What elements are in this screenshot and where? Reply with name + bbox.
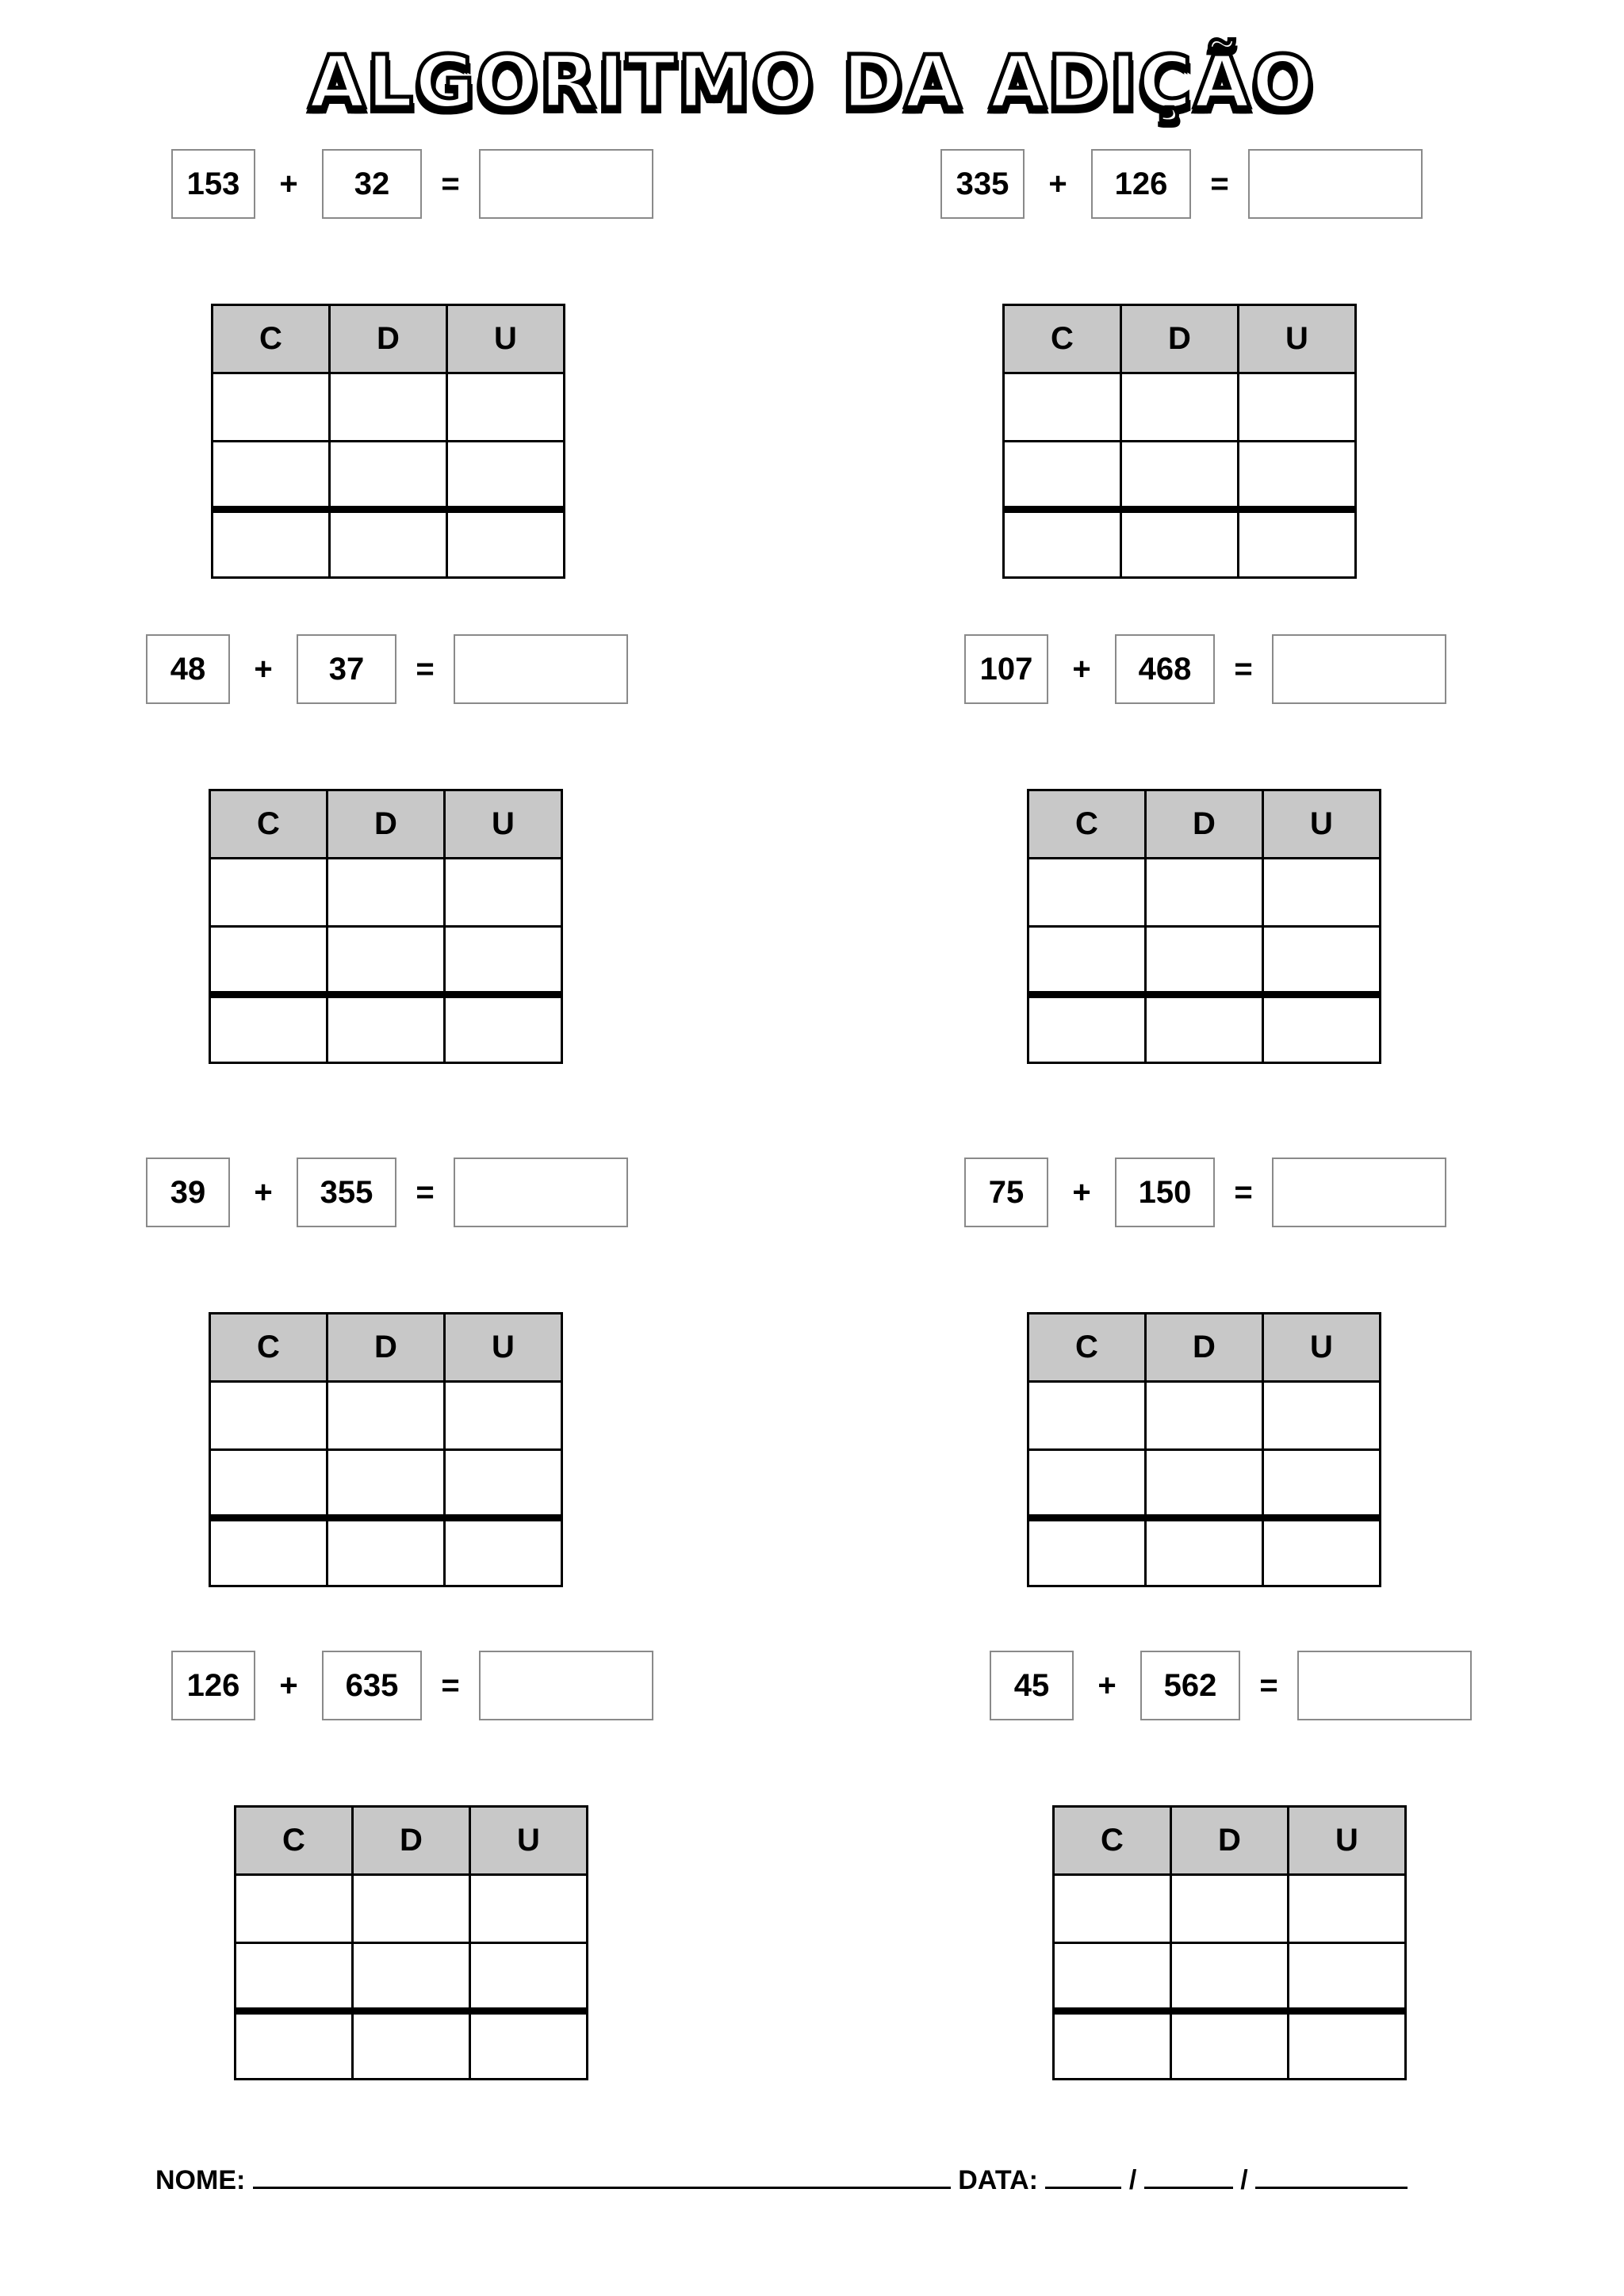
plus-sign: +: [279, 166, 298, 201]
addend-b: 562: [1163, 1667, 1217, 1703]
addend-b-box: [1091, 149, 1191, 219]
place-value-table: [1027, 789, 1381, 1064]
addend-a: 75: [988, 1174, 1025, 1210]
column-header-d: D: [330, 305, 447, 373]
column-header-c: C: [210, 1314, 327, 1382]
cell-u[interactable]: [470, 1875, 588, 1943]
cell-u[interactable]: [445, 995, 562, 1063]
column-header-u: U: [1289, 1807, 1406, 1875]
table-header-row: [1028, 1314, 1381, 1382]
place-value-table: [1002, 304, 1357, 579]
cell-c[interactable]: [1054, 2011, 1171, 2080]
column-header-c: C: [1028, 790, 1146, 859]
addend-a: 45: [1013, 1667, 1050, 1703]
cell-u[interactable]: [1289, 1875, 1406, 1943]
cell-d[interactable]: [353, 1875, 470, 1943]
addend-b-box: [297, 1158, 396, 1227]
cell-d[interactable]: [330, 442, 447, 510]
addend-b-box: [1140, 1651, 1240, 1720]
table-addend-a-row: [1004, 373, 1356, 442]
addend-b-box: [1115, 634, 1215, 704]
plus-sign: +: [1072, 652, 1091, 687]
cell-c[interactable]: [1054, 1943, 1171, 2011]
answer-box[interactable]: [1297, 1651, 1472, 1720]
cell-u[interactable]: [447, 373, 565, 442]
cell-d[interactable]: [1121, 510, 1239, 578]
table-addend-b-row: [1028, 927, 1381, 995]
cell-u[interactable]: [1263, 859, 1381, 927]
addend-a-box: [940, 149, 1025, 219]
addend-a-box: [146, 1158, 230, 1227]
cell-c[interactable]: [1054, 1875, 1171, 1943]
column-header-u: U: [470, 1807, 588, 1875]
table-addend-a-row: [213, 373, 565, 442]
cell-u[interactable]: [1239, 442, 1356, 510]
addend-a-box: [171, 1651, 255, 1720]
cell-u[interactable]: [447, 442, 565, 510]
place-value-table: [1027, 1312, 1381, 1587]
cell-c[interactable]: [213, 510, 330, 578]
addend-a: 126: [186, 1667, 240, 1703]
cell-u[interactable]: [1239, 373, 1356, 442]
cell-c[interactable]: [210, 859, 327, 927]
table-header-row: [213, 305, 565, 373]
date-day-field[interactable]: [1045, 2163, 1121, 2189]
answer-box[interactable]: [479, 149, 653, 219]
cell-u[interactable]: [1263, 1518, 1381, 1586]
table-addend-b-row: [1004, 442, 1356, 510]
cell-c[interactable]: [236, 1943, 353, 2011]
addend-b-box: [322, 149, 422, 219]
table-addend-b-row: [213, 442, 565, 510]
table-addend-a-row: [1028, 1382, 1381, 1450]
table-addend-b-row: [236, 1943, 588, 2011]
column-header-u: U: [1263, 790, 1381, 859]
cell-c[interactable]: [210, 1450, 327, 1518]
table-header-row: [210, 1314, 562, 1382]
cell-c[interactable]: [236, 1875, 353, 1943]
place-value-table: [1052, 1805, 1407, 2080]
plus-sign: +: [1097, 1668, 1116, 1703]
plus-sign: +: [254, 1175, 273, 1210]
table-addend-a-row: [210, 859, 562, 927]
table-addend-a-row: [236, 1875, 588, 1943]
plus-sign: +: [1072, 1175, 1091, 1210]
cell-c[interactable]: [213, 442, 330, 510]
addend-b-box: [297, 634, 396, 704]
cell-d[interactable]: [327, 1450, 445, 1518]
table-header-row: [236, 1807, 588, 1875]
equals-sign: =: [441, 1668, 460, 1703]
cell-d[interactable]: [327, 859, 445, 927]
cell-d[interactable]: [1121, 442, 1239, 510]
column-header-d: D: [1121, 305, 1239, 373]
equals-sign: =: [416, 1175, 435, 1210]
cell-d[interactable]: [330, 373, 447, 442]
table-header-row: [1028, 790, 1381, 859]
column-header-d: D: [327, 1314, 445, 1382]
table-header-row: [1004, 305, 1356, 373]
date-separator: /: [1240, 2165, 1248, 2195]
cell-d[interactable]: [1146, 859, 1263, 927]
column-header-c: C: [236, 1807, 353, 1875]
cell-u[interactable]: [445, 1382, 562, 1450]
addend-a-box: [964, 1158, 1048, 1227]
cell-d[interactable]: [330, 510, 447, 578]
cell-u[interactable]: [1239, 510, 1356, 578]
column-header-d: D: [1146, 1314, 1263, 1382]
cell-c[interactable]: [1028, 1518, 1146, 1586]
column-header-c: C: [1028, 1314, 1146, 1382]
cell-u[interactable]: [1263, 1382, 1381, 1450]
cell-u[interactable]: [1263, 995, 1381, 1063]
addend-b-box: [1115, 1158, 1215, 1227]
table-sum-row: [210, 1518, 562, 1586]
table-header-row: [1054, 1807, 1406, 1875]
answer-box[interactable]: [479, 1651, 653, 1720]
cell-u[interactable]: [1289, 1943, 1406, 2011]
cell-u[interactable]: [470, 1943, 588, 2011]
equals-sign: =: [1234, 652, 1253, 687]
addend-b: 355: [320, 1174, 373, 1210]
addend-a: 48: [170, 651, 206, 687]
table-header-row: [210, 790, 562, 859]
column-header-u: U: [445, 1314, 562, 1382]
cell-c[interactable]: [210, 1518, 327, 1586]
column-header-c: C: [1004, 305, 1121, 373]
cell-d[interactable]: [1146, 995, 1263, 1063]
addend-a: 39: [170, 1174, 206, 1210]
addend-a: 107: [979, 651, 1033, 687]
cell-d[interactable]: [1171, 2011, 1289, 2080]
cell-c[interactable]: [236, 2011, 353, 2080]
column-header-d: D: [327, 790, 445, 859]
column-header-u: U: [1239, 305, 1356, 373]
cell-c[interactable]: [1028, 1382, 1146, 1450]
cell-c[interactable]: [1028, 995, 1146, 1063]
addend-b: 635: [345, 1667, 399, 1703]
cell-d[interactable]: [327, 995, 445, 1063]
date-separator: /: [1128, 2165, 1137, 2195]
cell-d[interactable]: [353, 2011, 470, 2080]
table-sum-row: [1054, 2011, 1406, 2080]
table-sum-row: [1004, 510, 1356, 578]
cell-d[interactable]: [1146, 1382, 1263, 1450]
date-year-field[interactable]: [1255, 2163, 1408, 2189]
plus-sign: +: [254, 652, 273, 687]
addend-a-box: [964, 634, 1048, 704]
table-sum-row: [210, 995, 562, 1063]
cell-u[interactable]: [1289, 2011, 1406, 2080]
column-header-d: D: [1146, 790, 1263, 859]
table-addend-b-row: [210, 927, 562, 995]
answer-box[interactable]: [1272, 634, 1446, 704]
column-header-u: U: [1263, 1314, 1381, 1382]
plus-sign: +: [1048, 166, 1067, 201]
column-header-c: C: [213, 305, 330, 373]
equals-sign: =: [1210, 166, 1229, 201]
addend-b: 126: [1114, 166, 1168, 201]
cell-d[interactable]: [1171, 1943, 1289, 2011]
cell-c[interactable]: [210, 995, 327, 1063]
place-value-table: [209, 789, 563, 1064]
cell-d[interactable]: [327, 1382, 445, 1450]
addend-a: 153: [186, 166, 240, 201]
table-addend-b-row: [210, 1450, 562, 1518]
table-addend-b-row: [1028, 1450, 1381, 1518]
answer-box[interactable]: [1248, 149, 1423, 219]
name-label: NOME:: [155, 2165, 246, 2195]
column-header-u: U: [447, 305, 565, 373]
addend-a-box: [171, 149, 255, 219]
table-addend-b-row: [1054, 1943, 1406, 2011]
cell-d[interactable]: [1171, 1875, 1289, 1943]
table-sum-row: [1028, 1518, 1381, 1586]
cell-u[interactable]: [445, 927, 562, 995]
cell-u[interactable]: [1263, 1450, 1381, 1518]
cell-u[interactable]: [1263, 927, 1381, 995]
cell-c[interactable]: [1028, 1450, 1146, 1518]
cell-d[interactable]: [327, 1518, 445, 1586]
cell-c[interactable]: [210, 1382, 327, 1450]
cell-d[interactable]: [353, 1943, 470, 2011]
addend-b: 150: [1138, 1174, 1192, 1210]
table-sum-row: [1028, 995, 1381, 1063]
column-header-c: C: [1054, 1807, 1171, 1875]
cell-u[interactable]: [470, 2011, 588, 2080]
addend-b: 468: [1138, 651, 1192, 687]
cell-c[interactable]: [1004, 373, 1121, 442]
column-header-d: D: [1171, 1807, 1289, 1875]
cell-d[interactable]: [327, 927, 445, 995]
column-header-d: D: [353, 1807, 470, 1875]
table-addend-a-row: [210, 1382, 562, 1450]
answer-box[interactable]: [454, 634, 628, 704]
cell-u[interactable]: [445, 1518, 562, 1586]
equals-sign: =: [441, 166, 460, 201]
plus-sign: +: [279, 1668, 298, 1703]
addend-b: 32: [354, 166, 390, 201]
addend-a-box: [146, 634, 230, 704]
place-value-table: [209, 1312, 563, 1587]
table-addend-a-row: [1054, 1875, 1406, 1943]
equals-sign: =: [1259, 1668, 1278, 1703]
date-label: DATA:: [958, 2165, 1038, 2195]
page-title: ALGORITMO DA ADIÇÃO: [308, 40, 1316, 124]
cell-d[interactable]: [1146, 927, 1263, 995]
cell-u[interactable]: [445, 1450, 562, 1518]
table-sum-row: [213, 510, 565, 578]
place-value-table: [211, 304, 565, 579]
cell-d[interactable]: [1146, 1450, 1263, 1518]
addend-a: 335: [956, 166, 1009, 201]
answer-box[interactable]: [454, 1158, 628, 1227]
table-addend-a-row: [1028, 859, 1381, 927]
table-sum-row: [236, 2011, 588, 2080]
place-value-table: [234, 1805, 588, 2080]
cell-c[interactable]: [1004, 510, 1121, 578]
addend-b-box: [322, 1651, 422, 1720]
cell-u[interactable]: [447, 510, 565, 578]
equals-sign: =: [416, 652, 435, 687]
cell-c[interactable]: [213, 373, 330, 442]
column-header-c: C: [210, 790, 327, 859]
date-month-field[interactable]: [1144, 2163, 1233, 2189]
equals-sign: =: [1234, 1175, 1253, 1210]
addend-a-box: [990, 1651, 1074, 1720]
cell-d[interactable]: [1121, 373, 1239, 442]
cell-d[interactable]: [1146, 1518, 1263, 1586]
footer: [155, 2163, 1408, 2196]
name-field[interactable]: [253, 2163, 951, 2189]
answer-box[interactable]: [1272, 1158, 1446, 1227]
cell-c[interactable]: [1004, 442, 1121, 510]
cell-c[interactable]: [1028, 927, 1146, 995]
column-header-u: U: [445, 790, 562, 859]
cell-c[interactable]: [1028, 859, 1146, 927]
addend-b: 37: [328, 651, 365, 687]
cell-u[interactable]: [445, 859, 562, 927]
cell-c[interactable]: [210, 927, 327, 995]
